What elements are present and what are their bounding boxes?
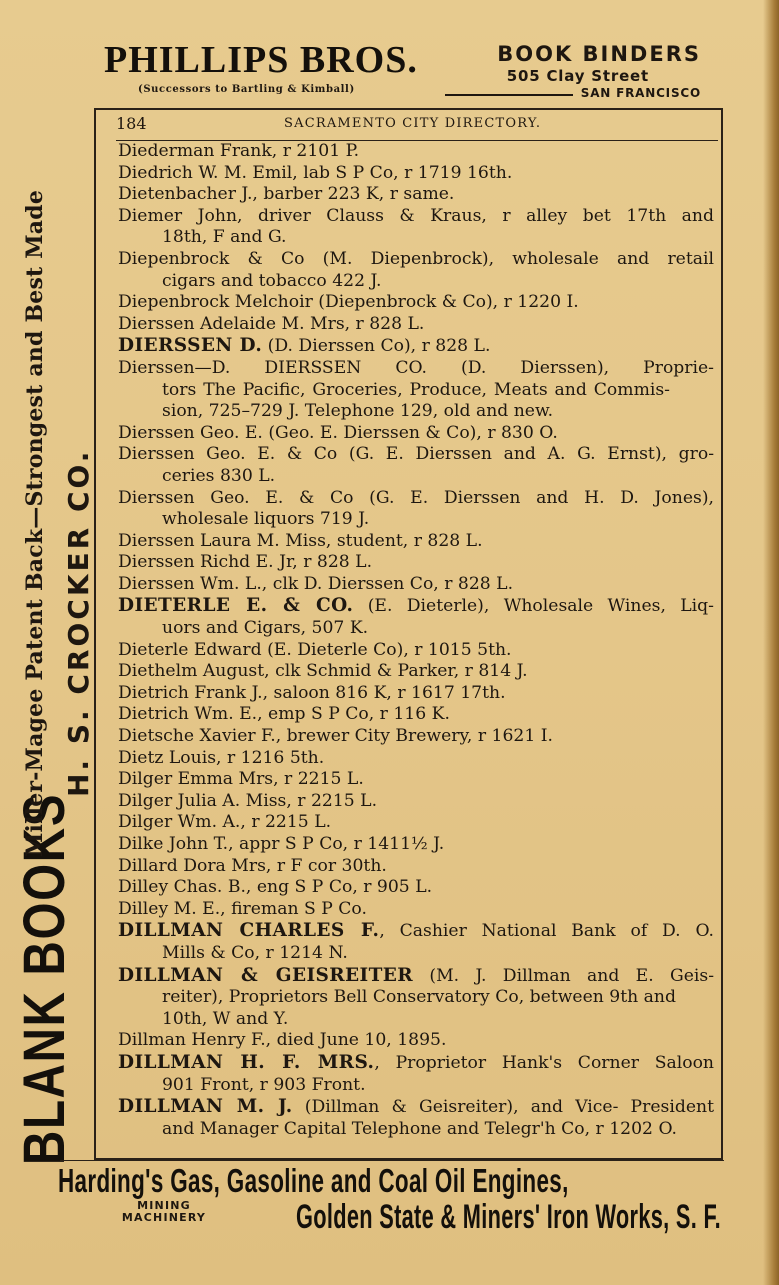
entry-text: (D. Dierssen Co), r 828 L. [262,336,491,357]
top-advertisement [100,36,705,102]
entry-first-line: Diepenbrock & Co (M. Diepenbrock), wholesale and retail [118,248,714,269]
entry-first-line: Dietrich Wm. E., emp S P Co, r 116 K. [118,704,450,725]
directory-entry [118,1052,716,1096]
entry-first-line: Dilke John T., appr S P Co, r 1411½ J. [118,834,445,854]
directory-entry [118,769,716,791]
entry-first-line: Diedrich W. M. Emil, lab S P Co, r 1719 16th. [118,162,513,183]
entry-first-line: Dillard Dora Mrs, r F cor 30th. [118,855,387,876]
directory-entry [118,856,716,878]
directory-entry [118,791,716,813]
directory-entry [118,184,716,206]
entry-first-line: Dilley Chas. B., eng S P Co, r 905 L. [118,877,433,898]
side-ad-blank-books: BLANK BOOKS [12,792,77,1165]
entry-first-line: Diemer John, driver Clauss & Kraus, r alley bet 17th and [118,205,714,226]
ad-street: 505 Clay Street [506,67,649,85]
directory-entry [118,141,716,163]
entry-continuation: cigars and tobacco 422 J. [162,270,382,291]
directory-entry [118,726,716,748]
entry-bold-name: DILLMAN M. J. [118,1096,293,1118]
entry-first-line: Dilger Julia A. Miss, r 2215 L. [118,790,378,811]
entry-continuation: tors The Pacific, Groceries, Produce, Meats and Commis- [162,379,670,400]
entry-first-line [118,1052,716,1075]
entry-first-line [118,335,716,358]
directory-entry [118,877,716,899]
entry-first-line: Dierssen Adelaide M. Mrs, r 828 L. [118,313,425,334]
directory-entry [118,314,716,336]
directory-entry [118,965,716,1031]
entry-first-line: Dietz Louis, r 1216 5th. [118,747,325,768]
directory-entry [118,683,716,705]
entry-first-line: Dierssen Wm. L., clk D. Dierssen Co, r 828 L. [118,573,514,594]
directory-entry [118,920,716,964]
entry-text: (E. Dieterle), Wholesale Wines, Liq- [353,596,714,617]
bottom-ad-harding: Harding's Gas, Gasoline and Coal Oil Engines, [58,1162,569,1199]
entry-first-line [118,965,716,988]
entry-first-line: Dietrich Frank J., saloon 816 K, r 1617 17th. [118,682,506,703]
bottom-ad-mining [104,1200,224,1224]
entry-continuation: 901 Front, r 903 Front. [162,1074,366,1095]
entry-bold-name: DIERSSEN D. [118,335,263,357]
directory-entry [118,292,716,314]
directory-entry [118,444,716,487]
entry-first-line: Dierssen Richd E. Jr, r 828 L. [118,552,373,573]
entry-first-line: Diederman Frank, r 2101 P. [118,141,360,161]
entry-first-line: Dierssen Laura M. Miss, student, r 828 L. [118,530,483,551]
entry-first-line: Dierssen—D. DIERSSEN CO. (D. Dierssen), Proprie- [118,357,714,378]
entry-first-line [118,920,716,943]
entry-first-line: Diethelm August, clk Schmid & Parker, r 814 J. [118,661,528,682]
ad-city: SAN FRANCISCO [580,86,701,100]
entry-continuation: wholesale liquors 719 J. [162,509,370,530]
directory-entry [118,661,716,683]
ad-firm-name: PHILLIPS BROS. [104,39,418,81]
entry-first-line: Dilger Wm. A., r 2215 L. [118,812,332,833]
directory-entry [118,335,716,358]
directory-entry [118,488,716,531]
page-title: SACRAMENTO CITY DIRECTORY. [284,116,542,131]
ad-trade: BOOK BINDERS [497,42,701,66]
entry-first-line: Dilley M. E., fireman S P Co. [118,898,367,919]
entry-continuation: ceries 830 L. [162,465,276,486]
directory-entry [118,640,716,662]
entry-first-line: Dieterle Edward (E. Dieterle Co), r 1015 5th. [118,639,512,660]
page-number: 184 [116,114,147,133]
entry-first-line [118,595,716,618]
directory-entry [118,423,716,445]
mining-line-1: MINING [137,1199,191,1212]
entry-first-line: Dierssen Geo. E. (Geo. E. Dierssen & Co), r 830 O. [118,422,558,443]
bottom-rule [60,1160,724,1161]
side-ad-crocker: H. S. CROCKER CO. [62,448,95,797]
entry-text: , Proprietor Hank's Corner Saloon [374,1052,714,1073]
directory-entry [118,358,716,423]
entry-first-line: Dilger Emma Mrs, r 2215 L. [118,769,364,790]
page-edge-shadow [763,0,779,1285]
entry-first-line: Dillman Henry F., died June 10, 1895. [118,1030,447,1051]
entry-text: (Dillman & Geisreiter), and Vice- President [292,1097,714,1118]
directory-entry [118,834,716,856]
entry-continuation: Mills & Co, r 1214 N. [162,942,348,963]
directory-entry [118,1096,716,1140]
ad-successors: (Successors to Bartling & Kimball) [138,84,355,95]
entry-continuation: reiter), Proprietors Bell Conservatory Co, between 9th and [162,987,677,1008]
directory-entry [118,552,716,574]
entry-first-line [118,1096,716,1119]
directory-entry [118,812,716,834]
entry-bold-name: DIETERLE E. & CO. [118,595,354,617]
entry-text: , Cashier National Bank of D. O. [379,921,714,942]
directory-entry [118,574,716,596]
directory-entry [118,748,716,770]
directory-entries [118,141,716,1140]
directory-entry [118,531,716,553]
directory-entry [118,1030,716,1052]
entry-first-line: Dierssen Geo. E. & Co (G. E. Dierssen and H. D. Jones), [118,487,714,508]
entry-bold-name: DILLMAN H. F. MRS. [118,1051,375,1073]
directory-entry [118,704,716,726]
directory-entry [118,206,716,249]
entry-continuation: 18th, F and G. [162,227,287,248]
entry-continuation: sion, 725–729 J. Telephone 129, old and new. [162,401,554,422]
entry-bold-name: DILLMAN CHARLES F. [118,920,380,942]
entry-first-line: Diepenbrock Melchoir (Diepenbrock & Co), r 1220 I. [118,292,579,313]
entry-text: (M. J. Dillman and E. Geis- [413,965,714,986]
ad-divider [445,94,573,96]
entry-continuation: 10th, W and Y. [162,1008,289,1029]
directory-entry [118,595,716,639]
directory-entry [118,899,716,921]
side-advertisement [14,65,104,1165]
mining-line-2: MACHINERY [121,1211,207,1224]
entry-first-line: Dierssen Geo. E. & Co (G. E. Dierssen and A. G. Ernst), gro- [118,444,714,465]
bottom-ad-golden-state: Golden State & Miners' Iron Works, S. F. [296,1198,722,1236]
entry-continuation: uors and Cigars, 507 K. [162,618,369,639]
entry-bold-name: DILLMAN & GEISREITER [118,964,414,986]
directory-entry [118,249,716,292]
side-ad-miller-magee: Miller-Magee Patent Back—Strongest and Best Made [22,189,48,857]
directory-entry [118,163,716,185]
page-header [116,114,718,136]
entry-first-line: Dietenbacher J., barber 223 K, r same. [118,184,455,205]
entry-continuation: and Manager Capital Telephone and Telegr'h Co, r 1202 O. [162,1118,677,1139]
entry-first-line: Dietsche Xavier F., brewer City Brewery, r 1621 I. [118,726,553,747]
